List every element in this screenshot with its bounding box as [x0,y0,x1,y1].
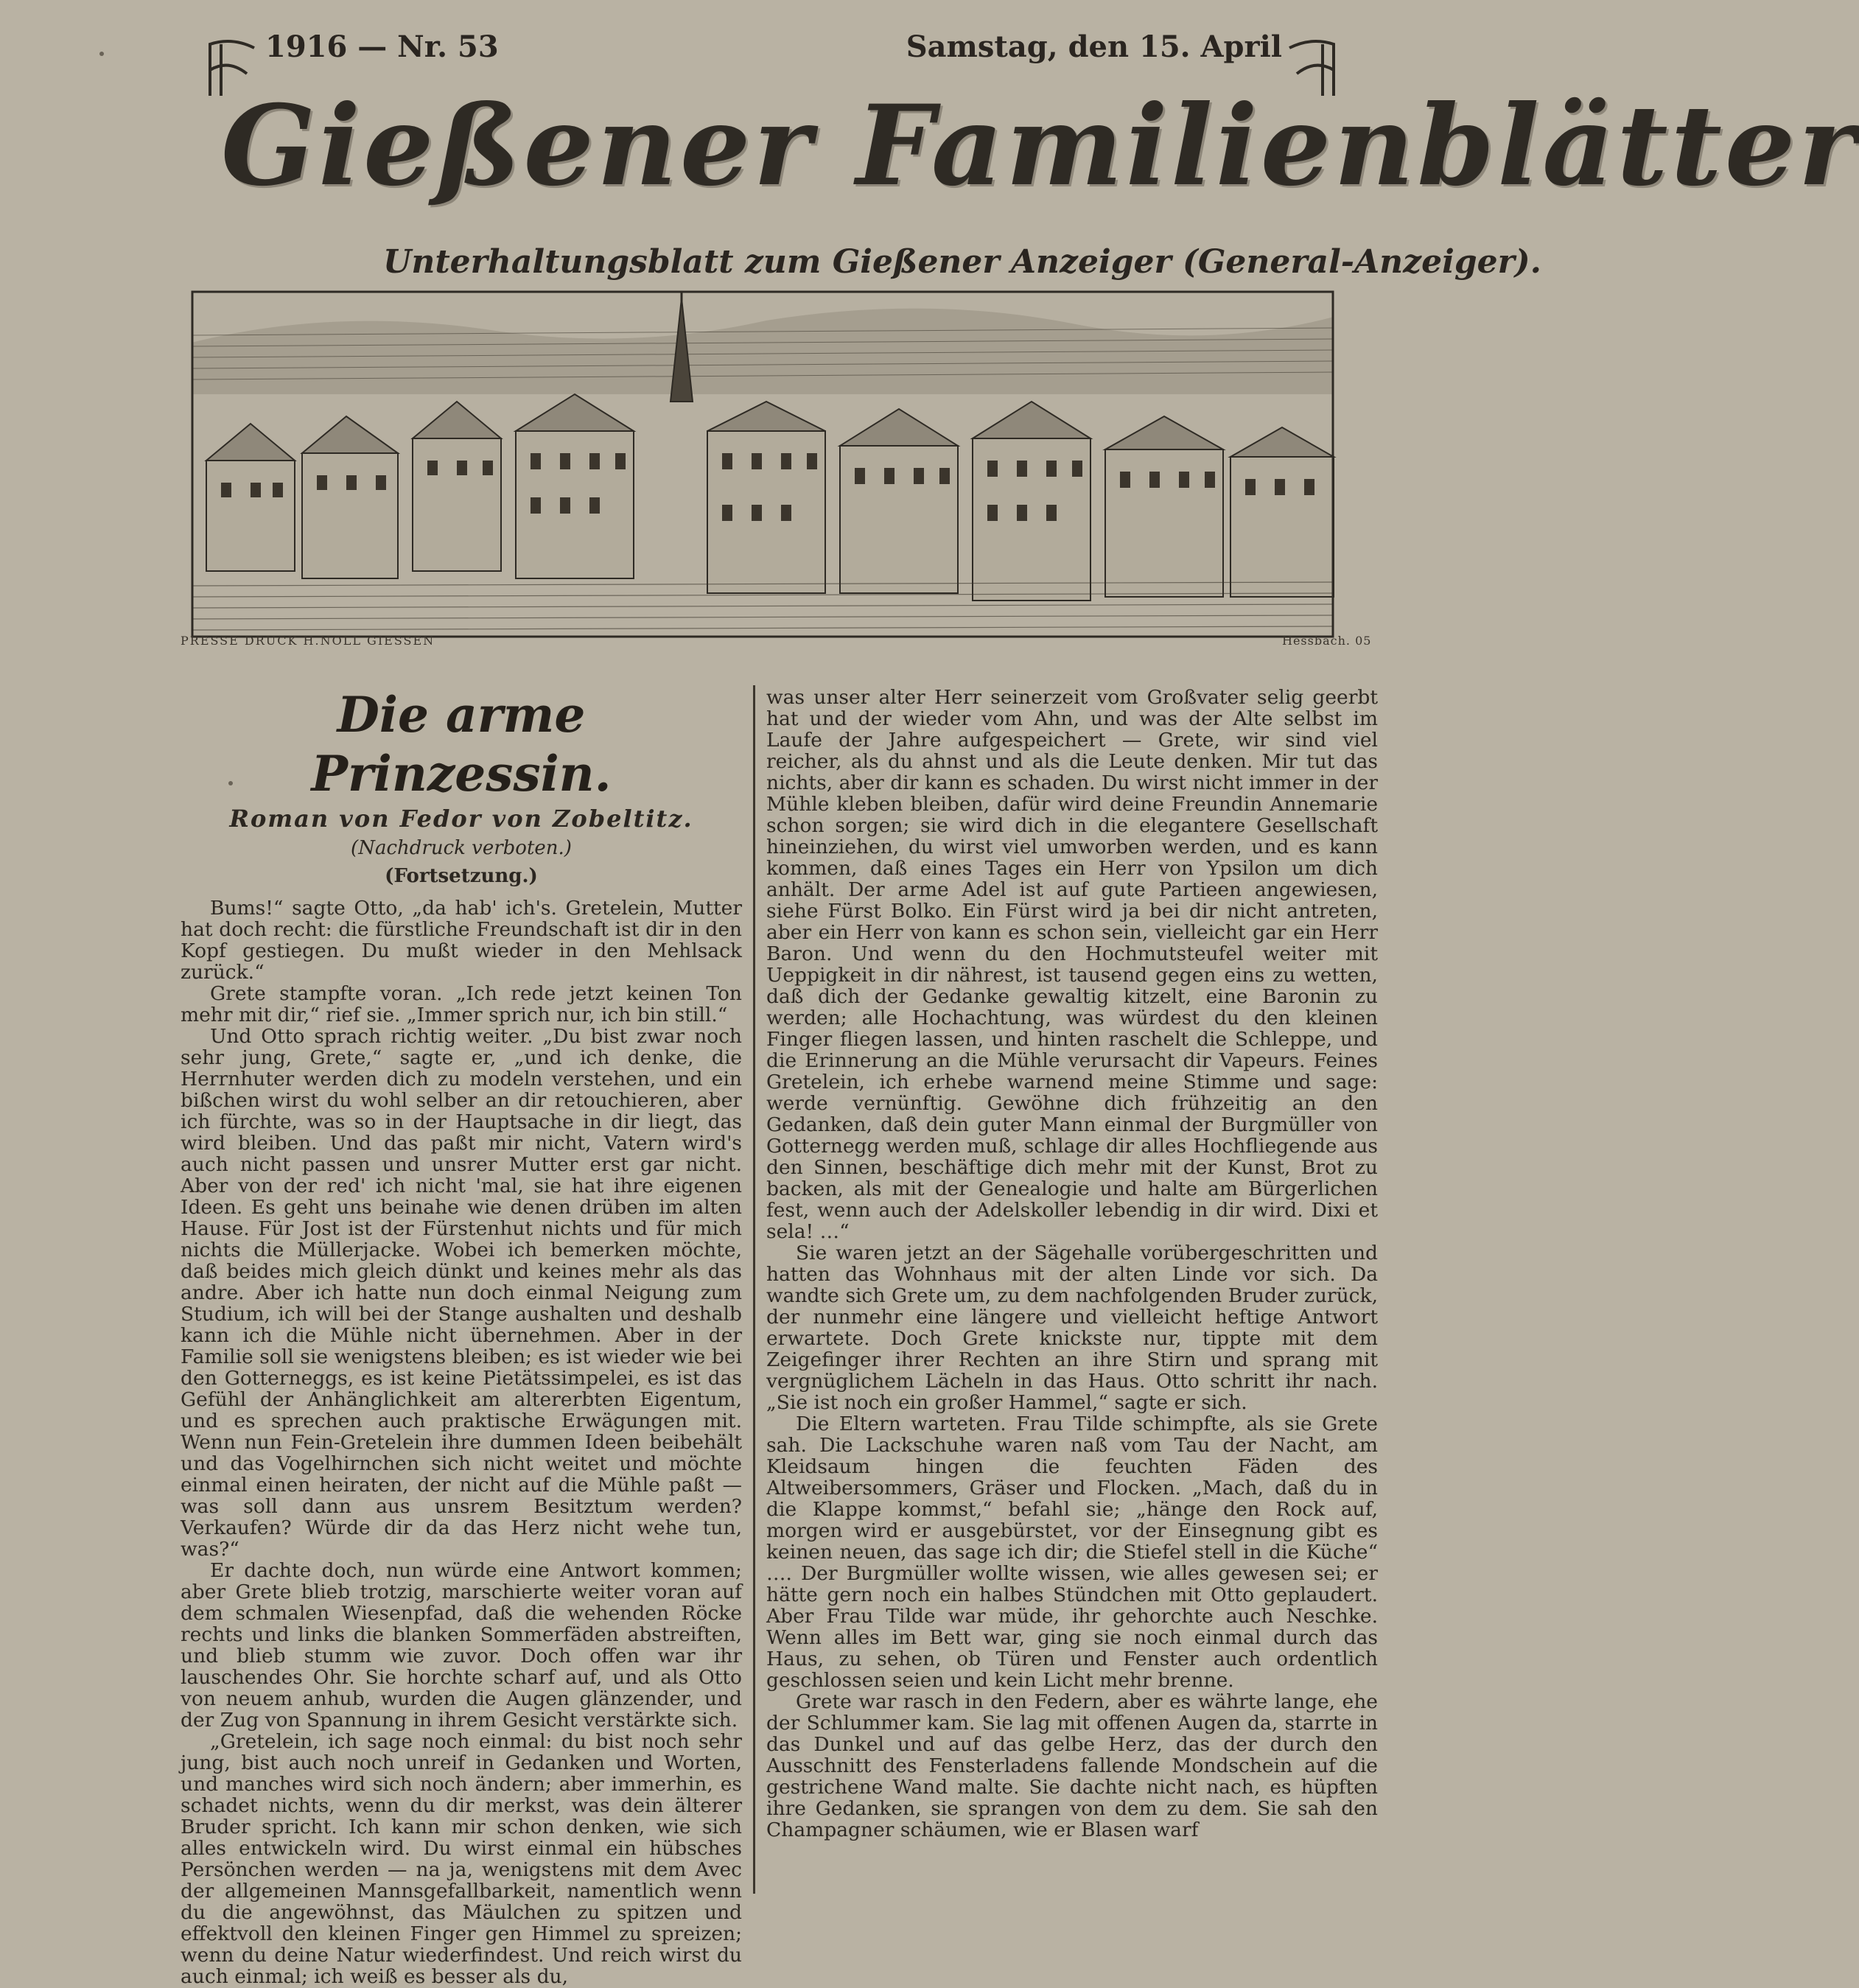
story-title: Die arme Prinzessin. [311,686,612,802]
issue-date: Samstag, den 15. April [906,29,1282,64]
right-column [766,687,1378,1841]
continuation-note: (Fortsetzung.) [385,865,538,887]
masthead-title: Gießener Familienblätter [221,81,1859,211]
paragraph: Grete war rasch in den Federn, aber es währte lange, ehe der Schlummer kam. Sie lag mit offenen Augen da, starrte in das Dunkel und auf das gelbe Herz, das der durch den Ausschnitt des Fensterladens fallende Mondschein auf die gestrichene Wand malte. Sie dachte nicht nach, es hüpften ihre Gedanken, sie sprangen von dem zu dem. Sie sah den Champagner schäumen, wie er Blasen warf [766,1690,1378,1841]
paragraph: was unser alter Herr seinerzeit vom Großvater selig geerbt hat und der wieder vom Ahn, und was der Alte selbst im Laufe der Jahre aufgespeichert — Grete, wir sind viel reicher, als du ahnst und als die Leute denken. Mir tut das nichts, aber dir kann es schaden. Du wirst nicht immer in der Mühle kleben bleiben, dafür wird deine Freundin Annemarie schon sorgen; sie wird dich in die elegantere Gesellschaft hineinziehen, du wirst viel umworben werden, und es kann kommen, daß eines Tages ein Herr von Ypsilon um dich anhält. Der arme Adel ist auf gute Partieen angewiesen, siehe Fürst Bolko. Ein Fürst wird ja bei dir nicht antreten, aber ein Herr von kann es schon sein, vielleicht gar ein Herr Baron. Und wenn du den Hochmutsteufel weiter mit Ueppigkeit in dir nährest, ist tausend gegen eins zu wetten, daß dich der Gedanke gewaltig kitzelt, eine Baronin zu werden; alle Hochachtung, was würdest du den kleinen Finger fliegen lassen, und hinten raschelt die Schleppe, und die Erinnerung an die Mühle verursacht dir Vapeurs. Feines Gretelein, ich erhebe warnend meine Stimme und sage: werde vernünftig. Gewöhne dich frühzeitig an den Gedanken, daß dein guter Mann einmal der Burgmüller von Gotternegg werden muß, schlage dir alles Hochfliegende aus den Sinnen, beschäftige dich mehr mit der Kunst, Brot zu backen, als mit der Genealogie und halte am Bürgerlichen fest, wenn auch der Adelskoller lebendig in dir wird. Dixi et sela! …“ [766,686,1378,1243]
column-divider [753,685,755,1894]
left-column [181,685,742,1987]
artist-signature: Hessbach. 05 [1282,634,1372,648]
paragraph: Er dachte doch, nun würde eine Antwort kommen; aber Grete blieb trotzig, marschierte weiter voran auf dem schmalen Wiesenpfad, daß die wehenden Röcke rechts und links die blanken Sommerfäden abstreiften, und blieb stumm wie zuvor. Doch offen war ihr lauschendes Ohr. Sie horchte scharf auf, und als Otto von neuem anhub, wurden die Augen glänzender, und der Zug von Spannung in ihrem Gesicht verstärkte sich. [181,1559,742,1732]
engraver-credit: PRESSE DRUCK H.NOLL GIESSEN [181,634,435,648]
story-byline: Roman von Fedor von Zobeltitz. [229,805,693,833]
paragraph: Die Eltern warteten. Frau Tilde schimpfte, als sie Grete sah. Die Lackschuhe waren naß vom Tau der Nacht, am Kleidsaum hingen die feuchten Fäden des Altweibersommers, Gräser und Flocken. „Mach, daß du in die Klappe kommst,“ befahl sie; „hänge den Rock auf, morgen wird er ausgebürstet, vor der Einsegnung gibt es keinen neuen, das sage ich dir; die Stiefel stell in die Küche“ …. Der Burgmüller wollte wissen, wie alles gewesen sei; er hätte gern noch ein halbes Stündchen mit Otto geplaudert. Aber Frau Tilde war müde, ihr gehorchte auch Neschke. Wenn alles im Bett war, ging sie noch einmal durch das Haus, zu sehen, ob Türen und Fenster auch ordentlich geschlossen seien und kein Licht mehr brenne. [766,1413,1378,1692]
scan-speck [228,781,233,785]
paragraph: Bums!“ sagte Otto, „da hab' ich's. Gretelein, Mutter hat doch recht: die fürstliche Freundschaft ist dir in den Kopf gestiegen. Du mußt wieder in den Mehlsack zurück.“ [181,897,742,984]
paragraph: Sie waren jetzt an der Sägehalle vorübergeschritten und hatten das Wohnhaus mit der alten Linde vor sich. Da wandte sich Grete um, zu dem nachfolgenden Bruder zurück, der nunmehr eine längere und vielleicht heftige Antwort erwartete. Doch Grete knickste nur, tippte mit dem Zeigefinger ihrer Rechten an ihre Stirn und sprang mit vergnüglichem Lächeln in das Haus. Otto schritt ihr nach. „Sie ist noch ein großer Hammel,“ sagte er sich. [766,1242,1378,1414]
issue-number: 1916 — Nr. 53 [265,29,499,64]
paragraph: „Gretelein, ich sage noch einmal: du bist noch sehr jung, bist auch noch unreif in Gedanken und Worten, und manches wird sich noch ändern; aber immerhin, es schadet nichts, wenn du dir merkst, was dein älterer Bruder spricht. Ich kann mir schon denken, wie sich alles entwickeln wird. Du wirst einmal ein hübsches Persönchen werden — na ja, wenigstens mit dem Avec der allgemeinen Mannsgefallbarkeit, namentlich wenn du die angewöhnst, das Mäulchen zu spitzen und effektvoll den kleinen Finger gen Himmel zu spreizen; wenn du deine Natur wiederfindest. Und reich wirst du auch einmal; ich weiß es besser als du, [181,1730,742,1988]
town-panorama-illustration [192,291,1334,637]
scan-speck [99,52,104,56]
reprint-notice: (Nachdruck verboten.) [351,837,572,859]
paragraph: Und Otto sprach richtig weiter. „Du bist zwar noch sehr jung, Grete,“ sagte er, „und ich denke, die Herrnhuter werden dich zu modeln verstehen, und ein bißchen wirst du wohl selber an dir retouchieren, aber ich fürchte, was so in der Hauptsache in dir liegt, das wird bleiben. Und das paßt mir nicht, Vatern wird's auch nicht passen und unsrer Mutter erst gar nicht. Aber von der red' ich nicht 'mal, sie hat ihre eigenen Ideen. Es geht uns beinahe wie denen drüben im alten Hause. Für Jost ist der Fürstenhut nichts und für mich nichts die Müllerjacke. Wobei ich bemerken möchte, daß beides mich gleich dünkt und keines mehr als das andre. Aber ich hatte nun doch einmal Neigung zum Studium, ich will bei der Stange aushalten und deshalb kann ich die Mühle nicht übernehmen. Aber in der Familie soll sie wenigstens bleiben; es ist wieder wie bei den Gotterneggs, es ist keine Pietätssimpelei, es ist das Gefühl der Anhänglichkeit am altererbten Eigentum, und es sprechen auch praktische Erwägungen mit. Wenn nun Fein-Gretelein ihre dummen Ideen beibehält und das Vogelhirnchen sich nicht weitet und möchte einmal einen heiraten, der nicht auf die Mühle paßt — was soll dann aus unsrem Besitztum werden? Verkaufen? Würde dir da das Herz nicht wehe tun, was?“ [181,1025,742,1561]
paragraph: Grete stampfte voran. „Ich rede jetzt keinen Ton mehr mit dir,“ rief sie. „Immer sprich nur, ich bin still.“ [181,982,742,1026]
masthead-subtitle: Unterhaltungsblatt zum Gießener Anzeiger (General-Anzeiger). [383,243,1541,281]
